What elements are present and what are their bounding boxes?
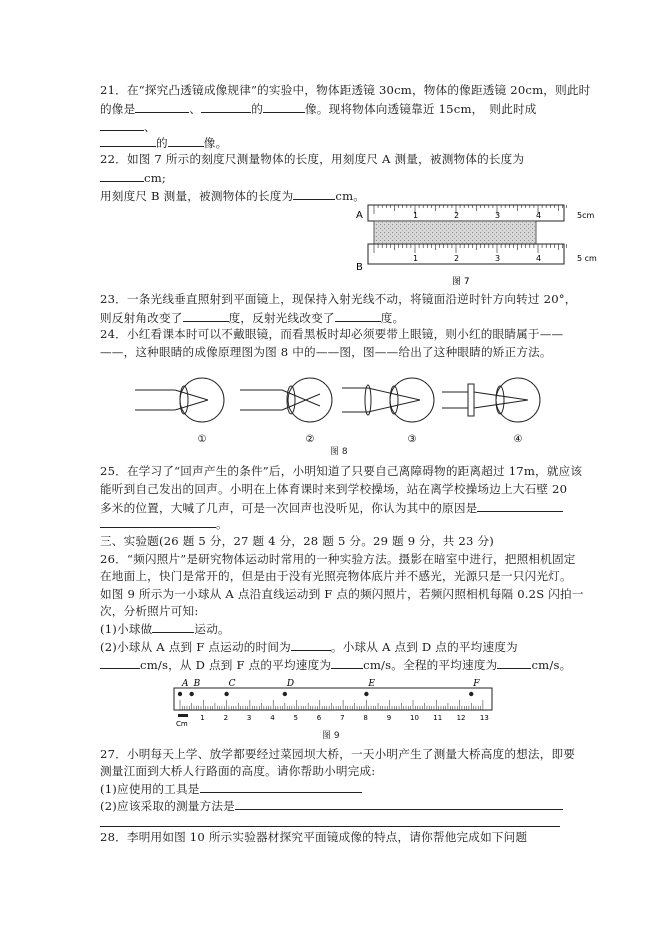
ruler-a-body <box>368 205 564 221</box>
ruler-b-label: B <box>356 262 363 273</box>
ball-position-b <box>189 692 193 696</box>
q25-line1: 25．在学习了“回声产生的条件”后，小明知道了只要自己离障碍物的距离超过 17m，就应该 <box>100 464 583 478</box>
q23-line1: 23．一条光线垂直照射到平面镜上，现保持入射光线不动，将镜面沿逆时针方向转过 20°， <box>100 292 577 306</box>
q27-line1: 27．小明每天上学、放学都要经过菜园坝大桥，一天小明产生了测量大桥高度的想法，即要 <box>100 747 576 761</box>
q21-line3: 、 <box>100 118 156 135</box>
ruler-b-tick-label: 4 <box>536 254 542 263</box>
ruler-9-tick-label: 8 <box>363 714 368 722</box>
q23-blank-2[interactable] <box>335 309 381 322</box>
q27-line4: (2)应该采取的测量方法是 <box>100 797 563 814</box>
q21-blank-5[interactable] <box>100 134 156 147</box>
q26-line1: 26．“频闪照片”是研究物体运动时常用的一种实验方法。摄影在暗室中进行，把照相机固定 <box>100 552 576 566</box>
q26-blank-2[interactable] <box>291 638 331 651</box>
q26-line6: (2)小球从 A 点到 F 点运动的时间为 。小球从 A 点到 D 点的平均速度为 <box>100 640 518 654</box>
q25-blank-1[interactable] <box>477 499 563 512</box>
ruler-9-tick-label: 13 <box>479 714 489 722</box>
q21-blank-6[interactable] <box>168 134 204 147</box>
eye-diagram-4 <box>442 378 540 422</box>
q22-blank-2[interactable] <box>293 187 335 200</box>
ruler-a-tick-label: 3 <box>495 211 501 220</box>
figure-9-caption: 图 9 <box>322 731 340 741</box>
ruler-9-tick-label: 12 <box>456 714 466 722</box>
q22-blank-1[interactable] <box>100 169 144 182</box>
q26-line5: (1)小球做 运动。 <box>100 622 230 636</box>
ruler-9-tick-label: 7 <box>340 714 345 722</box>
q27-blank-1[interactable] <box>200 780 362 793</box>
ruler-a-tick-label: 1 <box>413 211 419 220</box>
q24-line1: 24．小红看课本时可以不戴眼镜，而看黑板时却必须要带上眼镜，则小红的眼睛属于—— <box>100 327 564 341</box>
q25-line4: 。 <box>100 515 228 532</box>
section-3-heading: 三、实验题(26 题 5 分，27 题 4 分，28 题 5 分。29 题 9 分，共 23 分) <box>100 534 494 548</box>
q21-blank-4[interactable] <box>100 118 144 131</box>
q27-line2: 测量江面到大桥人行路面的高度。请你帮助小明完成: <box>100 764 376 778</box>
object-texture <box>374 221 536 244</box>
ruler-9-tick-label: 3 <box>246 714 252 722</box>
ball-position-f <box>469 692 473 696</box>
ruler-a-tick-label: 4 <box>536 211 542 220</box>
q25-line2: 能听到自己发出的回声。小明在上体育课时来到学校操场，站在离学校操场边上大石壁 20 <box>100 482 568 496</box>
ruler-a-tick-label: 5cm <box>577 211 595 220</box>
q21-line4: 的 像。 <box>100 134 227 151</box>
ruler-b-tick-label: 5 cm <box>577 254 597 263</box>
ruler-b-tick-label: 3 <box>495 254 501 263</box>
q27-extra-answer-line[interactable] <box>100 826 560 827</box>
q21-blank-2[interactable] <box>201 100 251 113</box>
q21-blank-1[interactable] <box>135 100 189 113</box>
q27-blank-2[interactable] <box>235 797 563 810</box>
q26-line4: 次，分析照片可知: <box>100 604 199 618</box>
q22-line3: 用刻度尺 B 测量，被测物体的长度为 cm。 <box>100 189 366 203</box>
eye-label-1: ① <box>197 434 207 445</box>
q26-blank-1[interactable] <box>152 620 194 633</box>
ruler-9-tick-label: 2 <box>223 714 229 722</box>
ball-position-d <box>283 692 287 696</box>
ball-label-e: E <box>368 679 375 689</box>
eye-diagram-3 <box>342 378 434 422</box>
ruler-9-tick-label: 6 <box>316 714 322 722</box>
q22-line2: cm; <box>100 169 166 186</box>
ruler-9-tick-label: 1 <box>200 714 205 722</box>
ball-position-c <box>224 692 228 696</box>
ball-label-a: A <box>182 679 189 689</box>
q23-blank-1[interactable] <box>183 309 229 322</box>
q21-line1: 21．在“探究凸透镜成像规律”的实验中，物体距透镜 30cm，物体的像距透镜 20cm，则此时 <box>100 83 591 97</box>
figure-7-svg <box>352 200 597 290</box>
q25-blank-2[interactable] <box>100 515 216 528</box>
q26-line3: 如图 9 所示为一小球从 A 点沿直线运动到 F 点的频闪照片，若频闪照相机每隔 0.2S 闪拍一 <box>100 587 584 601</box>
unit-marker <box>178 714 188 717</box>
q26-line7: cm/s，从 D 点到 F 点的平均速度为 cm/s。全程的平均速度为 cm/s。 <box>100 656 571 673</box>
eye-diagram-1 <box>135 378 224 422</box>
eye-diagram-2 <box>240 378 332 422</box>
q28-line1: 28．李明用如图 10 所示实验器材探究平面镜成像的特点，请你帮他完成如下问题 <box>100 830 528 844</box>
q25-line3: 多米的位置，大喊了几声，可是一次回声也没听见，你认为其中的原因是 <box>100 499 563 516</box>
ball-position-a <box>178 692 182 696</box>
figure-7-caption: 图 7 <box>452 277 470 287</box>
eye-label-3: ③ <box>407 434 417 445</box>
q26-blank-4[interactable] <box>331 656 363 669</box>
ruler-9-tick-label: 9 <box>386 714 392 722</box>
q24-line2: ——，这种眼睛的成像原理图为图 8 中的——图，图——给出了这种眼睛的矫正方法。 <box>100 345 552 359</box>
ruler-9-tick-label: 4 <box>270 714 275 722</box>
ruler-9-tick-label: 11 <box>433 714 443 722</box>
ball-label-c: C <box>228 679 236 689</box>
ruler-9-unit: Cm <box>176 720 188 728</box>
q23-line2: 则反射角改变了 度，反射光线改变了 度。 <box>100 311 405 325</box>
eye-label-4: ④ <box>513 434 523 445</box>
q21-blank-3[interactable] <box>263 100 305 113</box>
ruler-9-tick-label: 5 <box>293 714 298 722</box>
eye-label-2: ② <box>305 434 315 445</box>
ruler-b-tick-label: 1 <box>413 254 419 263</box>
ruler-a-tick-label: 2 <box>454 211 460 220</box>
ruler-b-tick-label: 2 <box>454 254 460 263</box>
ruler-a-label: A <box>356 210 363 221</box>
q26-line2: 在地面上，快门是常开的，但是由于没有光照亮物体底片并不感光，光源只是一只闪光灯。 <box>100 569 572 583</box>
q26-blank-3[interactable] <box>100 656 140 669</box>
q22-line1: 22．如图 7 所示的刻度尺测量物体的长度，用刻度尺 A 测量，被测物体的长度为 <box>100 152 525 166</box>
q26-blank-5[interactable] <box>497 656 531 669</box>
ruler-b-body <box>368 244 564 264</box>
ball-position-e <box>364 692 368 696</box>
ball-label-f: F <box>473 679 480 689</box>
ruler-9-tick-label: 10 <box>410 714 419 722</box>
ball-label-d: D <box>286 679 295 689</box>
q27-line3: (1)应使用的工具是 <box>100 780 362 797</box>
q21-line2: 的像是 、 的 像。现将物体向透镜靠近 15cm， 则此时成 <box>100 102 537 116</box>
ball-label-b: B <box>193 679 201 689</box>
figure-7 <box>352 200 597 290</box>
figure-8-caption: 图 8 <box>330 447 348 457</box>
